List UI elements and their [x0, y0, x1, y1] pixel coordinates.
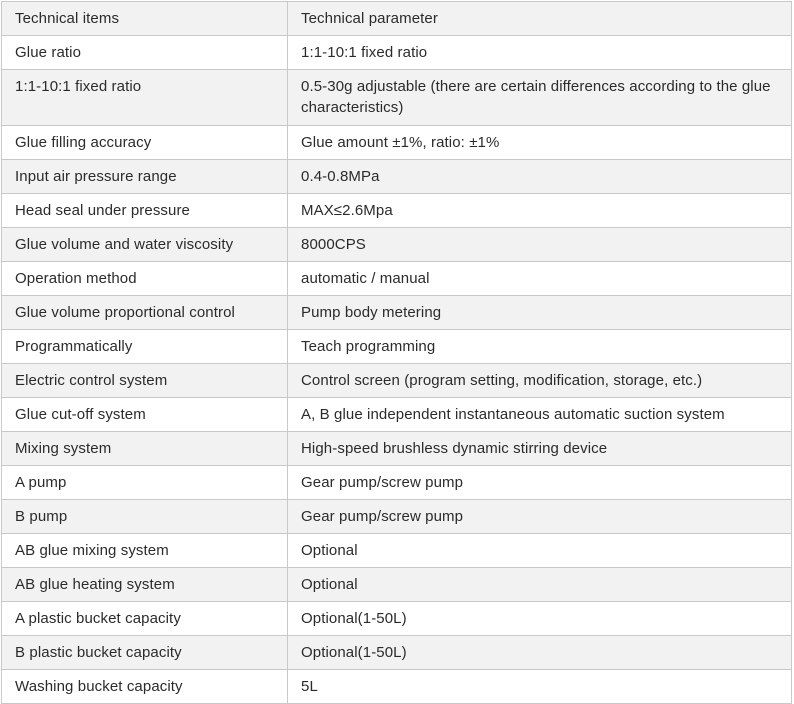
header-technical-items: Technical items	[2, 2, 288, 36]
row-item-label: Input air pressure range	[2, 160, 288, 194]
header-technical-parameter: Technical parameter	[288, 2, 792, 36]
table-header-row	[2, 2, 792, 36]
table-row	[2, 36, 792, 70]
row-item-label: Electric control system	[2, 364, 288, 398]
row-item-label: Glue ratio	[2, 36, 288, 70]
row-item-value: Pump body metering	[288, 296, 792, 330]
table-row	[2, 636, 792, 670]
table-row	[2, 500, 792, 534]
technical-parameters-table	[1, 1, 792, 704]
row-item-value: 0.5-30g adjustable (there are certain differences according to the glue characteristics)	[288, 70, 792, 126]
row-item-label: A pump	[2, 466, 288, 500]
table-row	[2, 126, 792, 160]
row-item-value: Glue amount ±1%, ratio: ±1%	[288, 126, 792, 160]
table-row	[2, 398, 792, 432]
row-item-label: AB glue mixing system	[2, 534, 288, 568]
row-item-value: MAX≤2.6Mpa	[288, 194, 792, 228]
row-item-label: Glue cut-off system	[2, 398, 288, 432]
row-item-label: Mixing system	[2, 432, 288, 466]
row-item-label: Programmatically	[2, 330, 288, 364]
table-row	[2, 602, 792, 636]
table-row	[2, 228, 792, 262]
table-row	[2, 466, 792, 500]
row-item-value: 0.4-0.8MPa	[288, 160, 792, 194]
row-item-value: Gear pump/screw pump	[288, 466, 792, 500]
table-row	[2, 364, 792, 398]
table-row	[2, 534, 792, 568]
table-row	[2, 432, 792, 466]
row-item-label: Glue volume and water viscosity	[2, 228, 288, 262]
row-item-value: Optional	[288, 534, 792, 568]
row-item-value: automatic / manual	[288, 262, 792, 296]
row-item-label: Washing bucket capacity	[2, 670, 288, 704]
row-item-value: A, B glue independent instantaneous automatic suction system	[288, 398, 792, 432]
table-row	[2, 670, 792, 704]
row-item-label: 1:1-10:1 fixed ratio	[2, 70, 288, 126]
table-row	[2, 330, 792, 364]
table-row	[2, 70, 792, 126]
row-item-value: High-speed brushless dynamic stirring device	[288, 432, 792, 466]
table-row	[2, 262, 792, 296]
row-item-label: Glue filling accuracy	[2, 126, 288, 160]
row-item-value: Optional	[288, 568, 792, 602]
row-item-value: 1:1-10:1 fixed ratio	[288, 36, 792, 70]
table-row	[2, 296, 792, 330]
row-item-label: B pump	[2, 500, 288, 534]
row-item-value: Teach programming	[288, 330, 792, 364]
row-item-label: AB glue heating system	[2, 568, 288, 602]
row-item-value: Control screen (program setting, modification, storage, etc.)	[288, 364, 792, 398]
row-item-value: 8000CPS	[288, 228, 792, 262]
table-row	[2, 568, 792, 602]
row-item-label: Head seal under pressure	[2, 194, 288, 228]
row-item-value: Gear pump/screw pump	[288, 500, 792, 534]
row-item-label: A plastic bucket capacity	[2, 602, 288, 636]
table-row	[2, 160, 792, 194]
row-item-label: Operation method	[2, 262, 288, 296]
table-row	[2, 194, 792, 228]
row-item-value: Optional(1-50L)	[288, 636, 792, 670]
row-item-value: Optional(1-50L)	[288, 602, 792, 636]
row-item-label: Glue volume proportional control	[2, 296, 288, 330]
row-item-value: 5L	[288, 670, 792, 704]
row-item-label: B plastic bucket capacity	[2, 636, 288, 670]
